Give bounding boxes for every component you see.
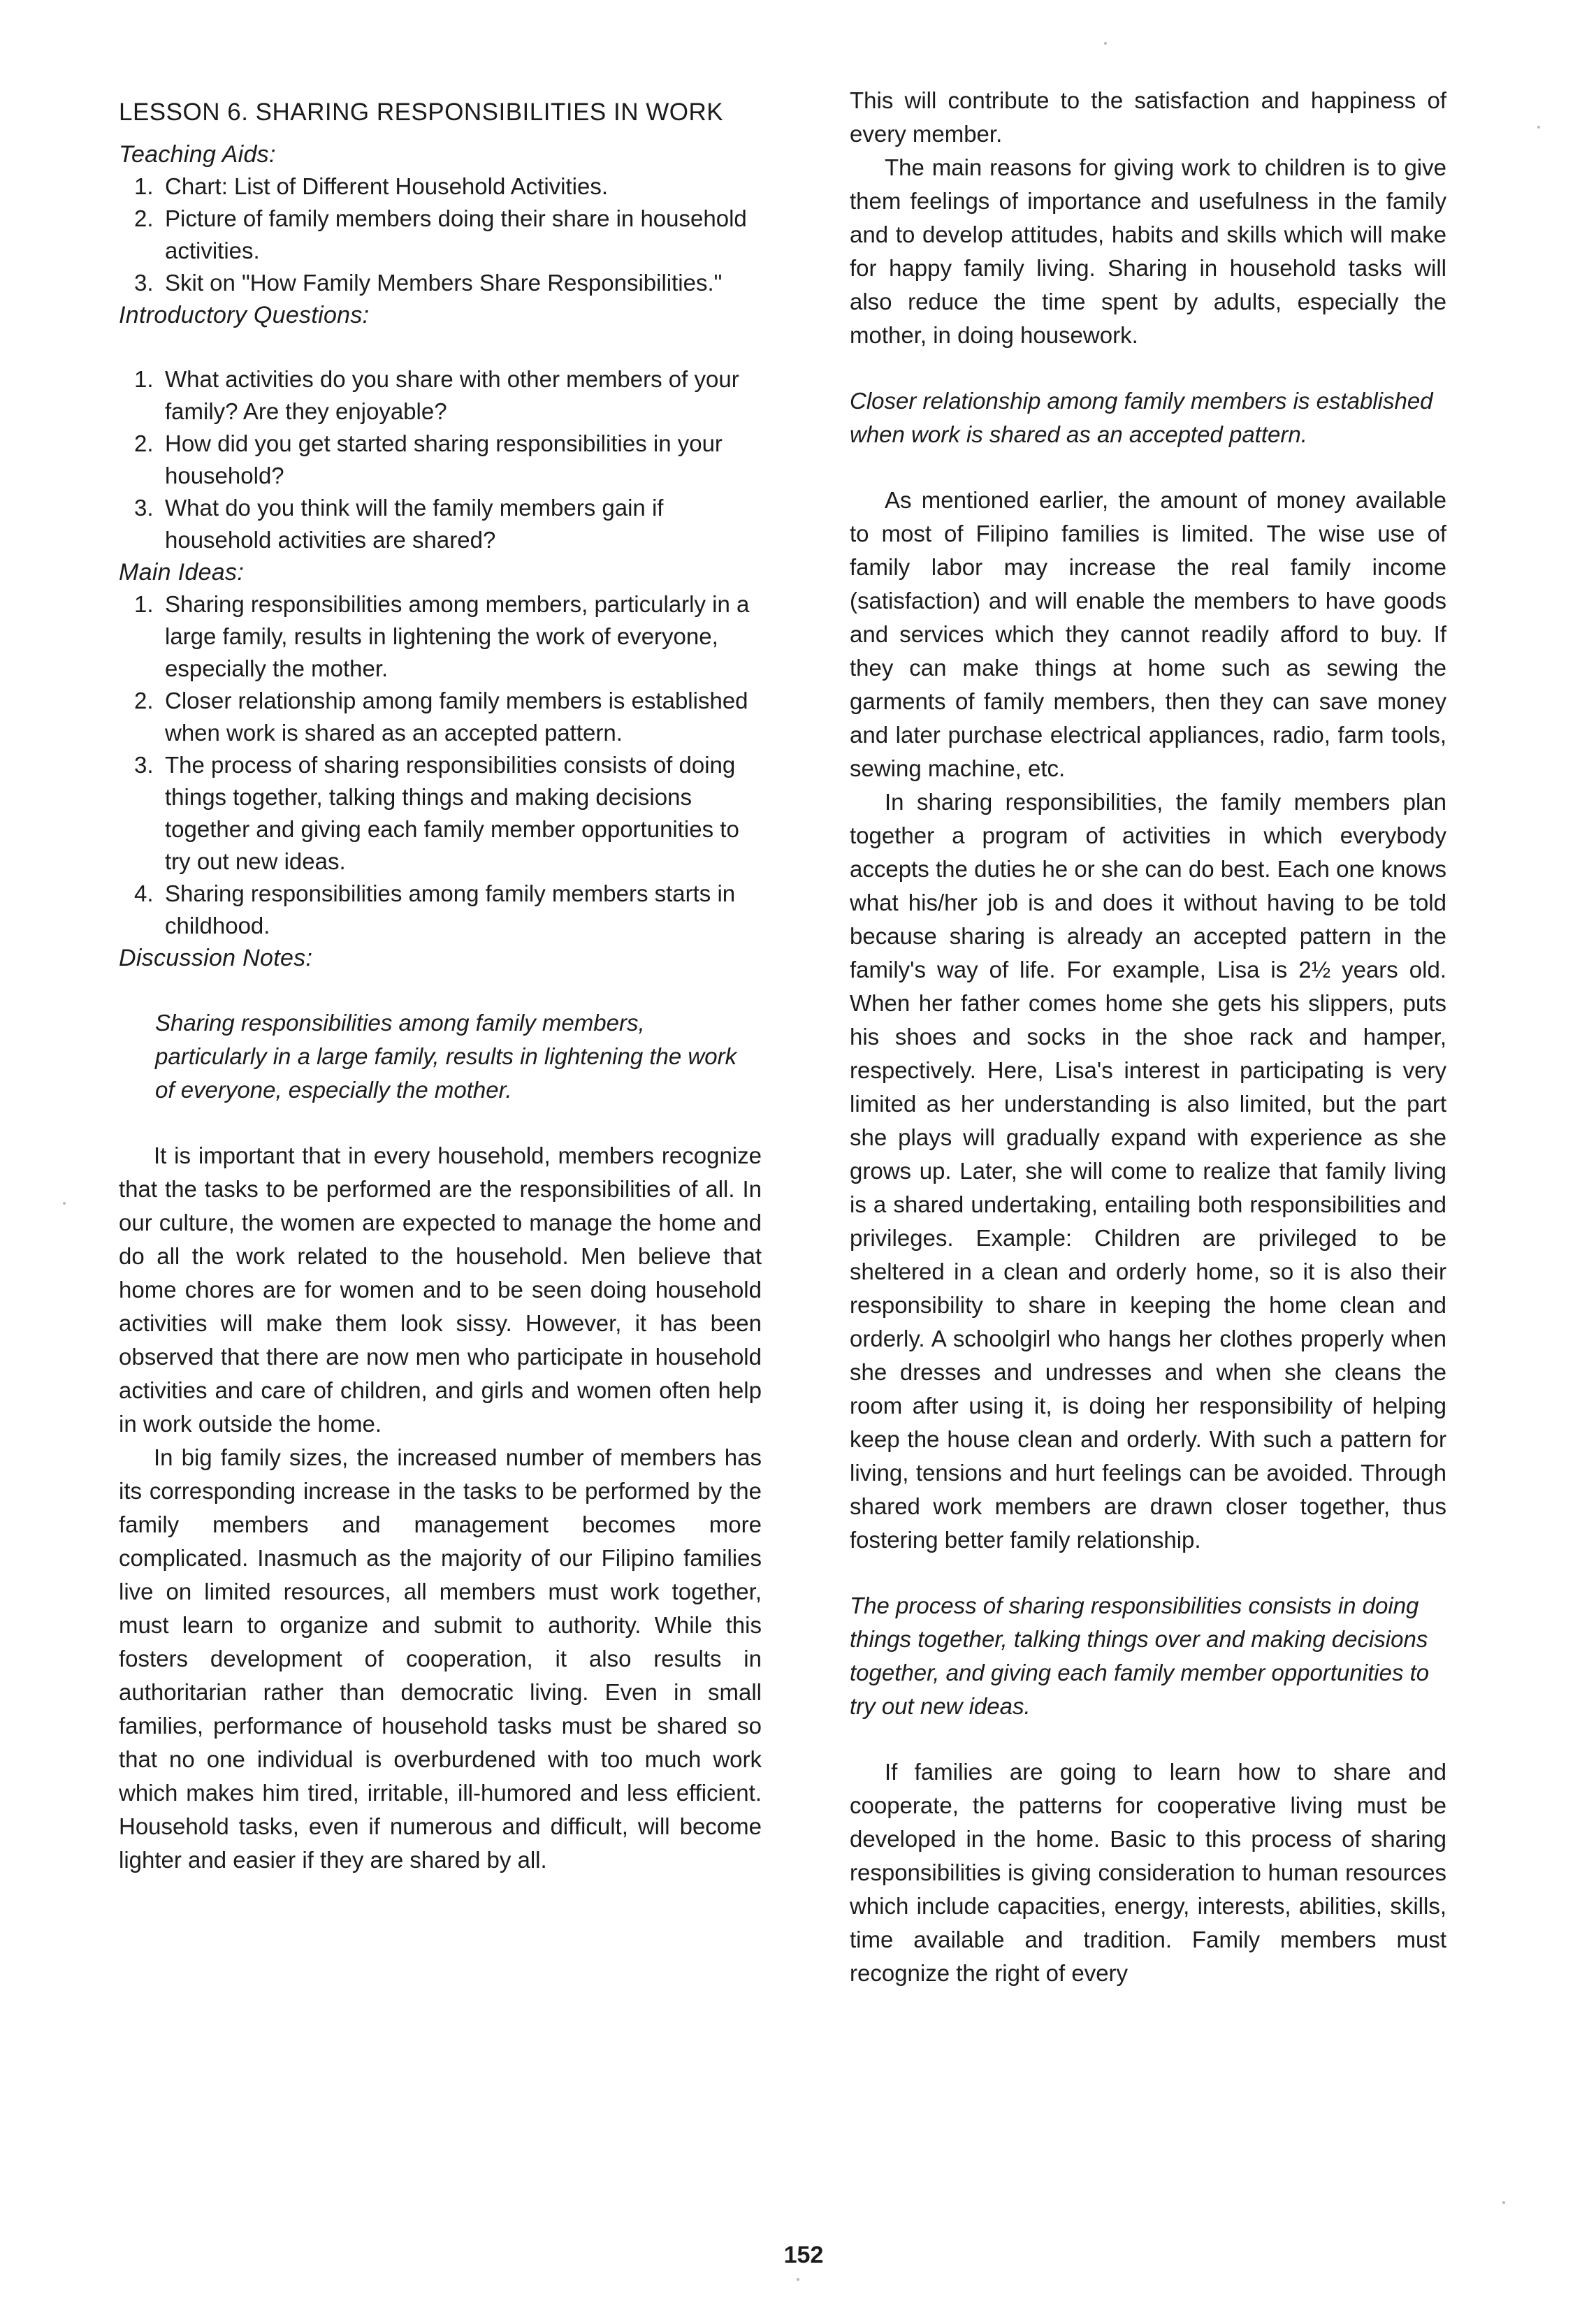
main-ideas-list bbox=[119, 588, 762, 942]
list-number: 1. bbox=[134, 173, 154, 199]
list-number: 2. bbox=[134, 430, 154, 456]
discussion-block bbox=[119, 1006, 762, 1877]
list-number: 3. bbox=[134, 270, 154, 296]
list-item bbox=[119, 749, 762, 878]
list-item bbox=[119, 363, 762, 428]
list-number: 2. bbox=[134, 688, 154, 713]
list-number: 4. bbox=[134, 880, 154, 906]
scan-speck bbox=[797, 2278, 799, 2281]
scan-speck bbox=[1502, 2201, 1505, 2204]
list-item bbox=[119, 588, 762, 685]
list-item bbox=[119, 171, 762, 203]
list-number: 3. bbox=[134, 752, 154, 778]
body-paragraph: As mentioned earlier, the amount of money available to most of Filipino families is limited. The wise use of family labor may increase the real family income (satisfaction) and will enable the members to have goods and services which they cannot readily afford to buy. If they can make things at home such as sewing the garments of family members, then they can save money and later purchase electrical appliances, radio, farm tools, sewing machine, etc. bbox=[850, 487, 1446, 781]
body-paragraph: In sharing responsibilities, the family members plan together a program of activities in which everybody accepts the duties he or she can do best. Each one knows what his/her job is and does it without having to be told because sharing is already an accepted pattern in the family's way of life. For example, Lisa is 2½ years old. When her father comes home she gets his slippers, puts his shoes and socks in the shoe rack and hamper, respectively. Here, Lisa's interest in participating is very limited as her understanding is also limited, but the part she plays will gradually expand with experience as she grows up. Later, she will come to realize that family living is a shared undertaking, entailing both responsibilities and privileges. Example: Children are privileged to be sheltered in a clean and orderly home, so it is also their responsibility to share in keeping the home clean and orderly. A schoolgirl who hangs her clothes properly when she dresses and undresses and when she cleans the room after using it, is doing her responsibility of helping keep the house clean and orderly. With such a pattern for living, tensions and hurt feelings can be avoided. Through shared work members are drawn closer together, thus fostering better family relationship. bbox=[850, 789, 1446, 1553]
body-paragraph: If families are going to learn how to share and cooperate, the patterns for cooperative living must be developed in the home. Basic to this process of sharing responsibilities is giving consideration to human resources which include capacities, energy, interests, abilities, skills, time available and tradition. Family members must recognize the right of every bbox=[850, 1759, 1446, 1986]
list-text: Sharing responsibilities among members, particularly in a large family, results in lightening the work of everyone, especially the mother. bbox=[165, 591, 750, 681]
teaching-aids-heading: Teaching Aids: bbox=[119, 141, 276, 168]
list-item bbox=[119, 685, 762, 749]
list-number: 2. bbox=[134, 205, 154, 231]
list-number: 3. bbox=[134, 495, 154, 521]
left-column bbox=[119, 84, 762, 1877]
list-text: The process of sharing responsibilities consists of doing things together, talking things and making decisions together and giving each family member opportunities to try out new ideas. bbox=[165, 752, 739, 874]
list-text: Sharing responsibilities among family members starts in childhood. bbox=[165, 880, 736, 938]
list-text: What activities do you share with other members of your family? Are they enjoyable? bbox=[165, 366, 739, 424]
body-paragraph: The main reasons for giving work to children is to give them feelings of importance and usefulness in the family and to develop attitudes, habits and skills which will make for happy family living. Sharing in household tasks will also reduce the time spent by adults, especially the mother, in doing housework. bbox=[850, 154, 1446, 348]
page-number: 152 bbox=[783, 2242, 824, 2268]
scan-speck bbox=[63, 1202, 66, 1205]
list-text: Picture of family members doing their share in household activities. bbox=[165, 205, 747, 263]
list-number: 1. bbox=[134, 591, 154, 617]
list-item bbox=[119, 267, 762, 299]
list-text: What do you think will the family members gain if household activities are shared? bbox=[165, 495, 664, 553]
list-number: 1. bbox=[134, 366, 154, 392]
list-item bbox=[119, 878, 762, 942]
body-paragraph: This will contribute to the satisfaction and happiness of every member. bbox=[850, 87, 1446, 147]
italic-subheading: Closer relationship among family members is established when work is shared as an accepted pattern. bbox=[850, 388, 1433, 447]
scan-speck bbox=[1537, 126, 1540, 129]
italic-subheading: Sharing responsibilities among family members, particularly in a large family, results in lightening the work of everyone, especially the mother. bbox=[155, 1010, 737, 1103]
body-paragraph: In big family sizes, the increased number of members has its corresponding increase in the tasks to be performed by the family members and management becomes more complicated. Inasmuch as the majority of our Filipino families live on limited resources, all members must work together, must learn to organize and submit to authority. While this fosters development of cooperation, it also results in authoritarian rather than democratic living. Even in small families, performance of household tasks must be shared so that no one individual is overburdened with too much work which makes him tired, irritable, ill-humored and less efficient. Household tasks, even if numerous and difficult, will become lighter and easier if they are shared by all. bbox=[119, 1444, 762, 1873]
list-text: Chart: List of Different Household Activities. bbox=[165, 173, 609, 199]
right-column bbox=[850, 84, 1446, 1990]
list-text: Skit on "How Family Members Share Responsibilities." bbox=[165, 270, 723, 296]
scan-speck bbox=[1104, 42, 1107, 45]
discussion-notes-heading: Discussion Notes: bbox=[119, 945, 313, 971]
lesson-title: LESSON 6. SHARING RESPONSIBILITIES IN WORK bbox=[119, 99, 724, 126]
teaching-aids-list bbox=[119, 171, 762, 299]
list-text: Closer relationship among family members is established when work is shared as an accepted pattern. bbox=[165, 688, 748, 746]
list-text: How did you get started sharing responsibilities in your household? bbox=[165, 430, 723, 488]
introductory-questions-list bbox=[119, 363, 762, 556]
list-item bbox=[119, 203, 762, 267]
body-paragraph: It is important that in every household, members recognize that the tasks to be performed are the responsibilities of all. In our culture, the women are expected to manage the home and do all the work related to the household. Men believe that home chores are for women and to be seen doing household activities will make them look sissy. However, it has been observed that there are now men who participate in household activities and care of children, and girls and women often help in work outside the home. bbox=[119, 1143, 762, 1437]
italic-subheading: The process of sharing responsibilities consists in doing things together, talking things over and making decisions together, and giving each family member opportunities to try out new ideas. bbox=[850, 1593, 1430, 1719]
list-item bbox=[119, 428, 762, 492]
main-ideas-heading: Main Ideas: bbox=[119, 559, 245, 586]
introductory-questions-heading: Introductory Questions: bbox=[119, 302, 370, 328]
list-item bbox=[119, 492, 762, 556]
